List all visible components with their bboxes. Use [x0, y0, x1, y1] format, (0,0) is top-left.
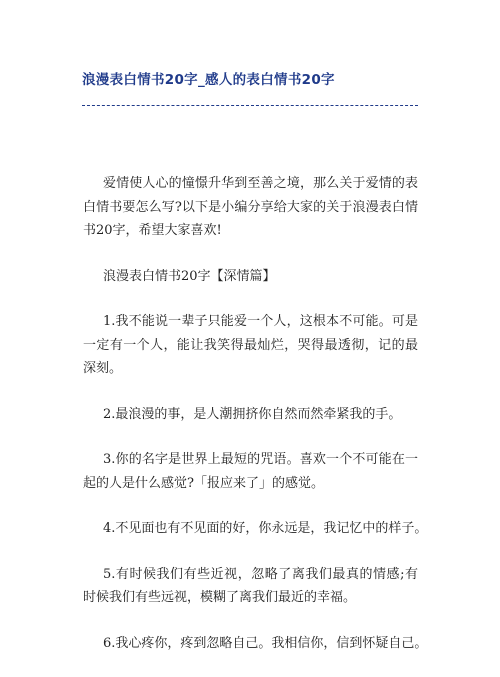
list-item: 2.最浪漫的事，是人潮拥挤你自然而然牵紧我的手。	[103, 406, 402, 422]
list-item: 5.有时候我们有些近视，忽略了离我们最真的情感;有时候我们有些远视，模糊了离我们最近的幸福。	[83, 566, 418, 605]
section-heading: 浪漫表白情书20字【深情篇】	[103, 268, 276, 284]
document-body	[83, 172, 428, 677]
intro-paragraph: 爱情使人心的憧憬升华到至善之境，那么关于爱情的表白情书要怎么写?以下是小编分享给大家的关于浪漫表白情书20字，希望大家喜欢!	[83, 176, 418, 238]
document-title: 浪漫表白情书20字_感人的表白情书20字	[82, 72, 335, 88]
list-item: 1.我不能说一辈子只能爱一个人，这根本不可能。可是一定有一个人，能让我笑得最灿烂，哭得最透彻，记的最深刻。	[83, 314, 418, 376]
list-item: 3.你的名字是世界上最短的咒语。喜欢一个不可能在一起的人是什么感觉?「报应来了」的感觉。	[83, 452, 418, 491]
title-divider	[82, 105, 418, 106]
list-item: 6.我心疼你，疼到忽略自己。我相信你，信到怀疑自己。	[103, 635, 428, 651]
list-item: 4.不见面也有不见面的好，你永远是，我记忆中的样子。	[103, 521, 428, 536]
